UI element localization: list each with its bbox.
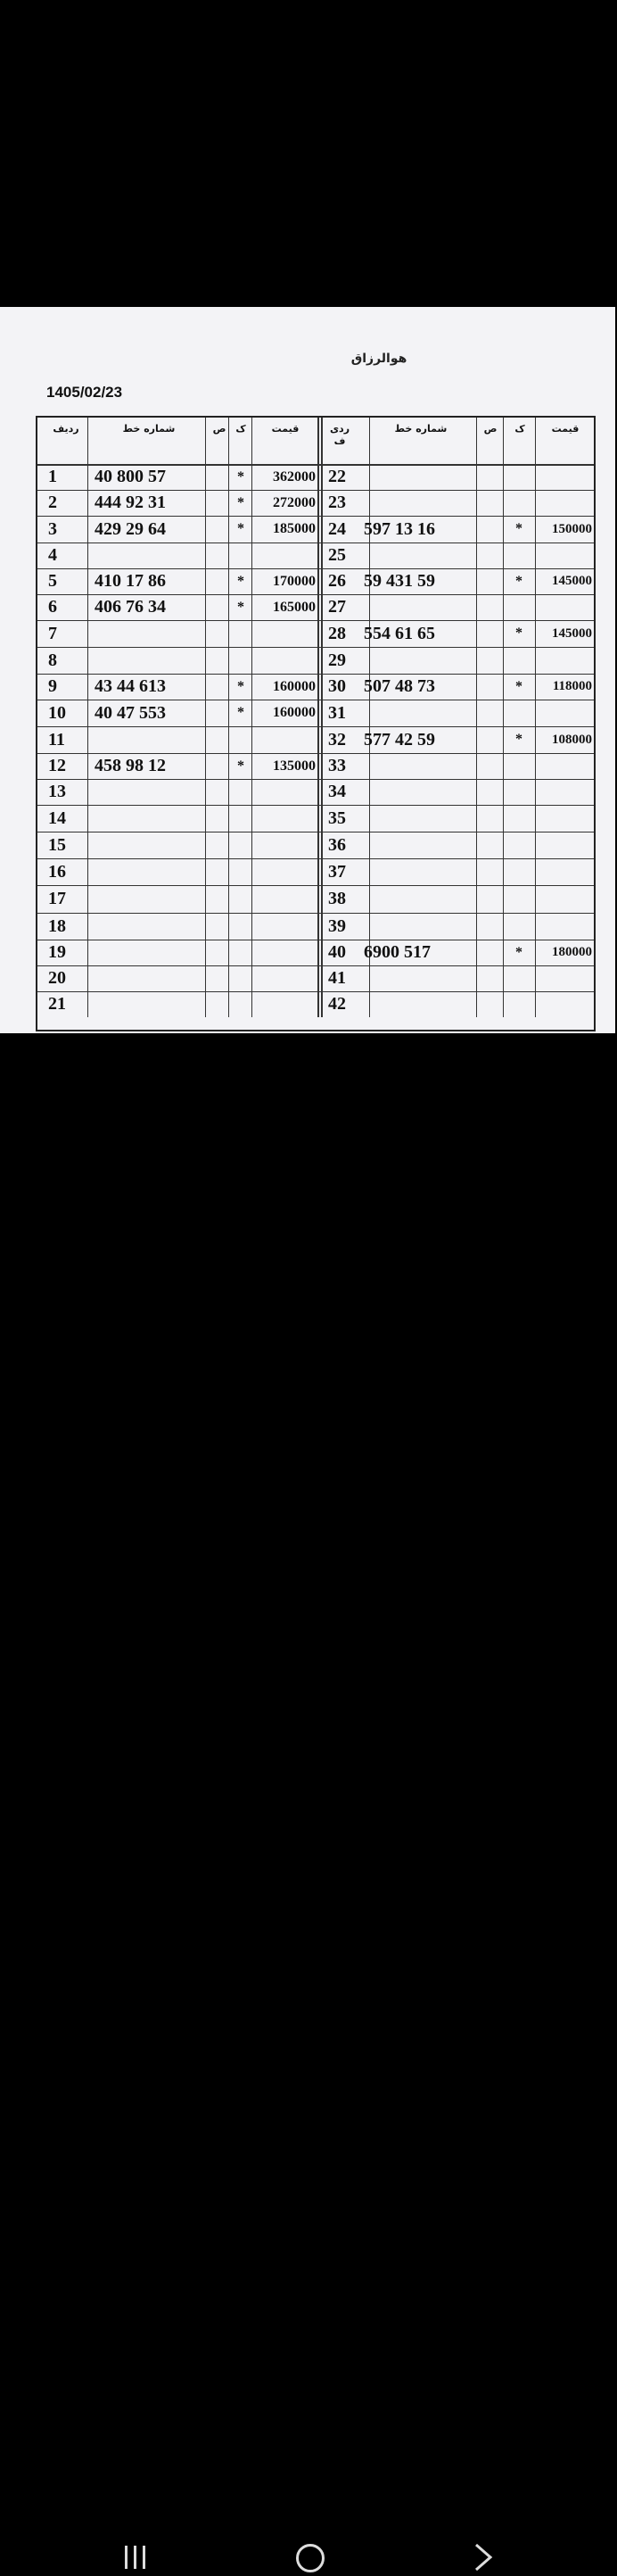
row-number: 36 xyxy=(328,835,346,855)
ks-mark-cell xyxy=(230,965,251,991)
row-number: 6 xyxy=(48,597,57,617)
line-number-cell xyxy=(95,543,203,568)
price-cell: 180000 xyxy=(552,945,592,959)
row-number: 2 xyxy=(48,493,57,512)
ks-mark-cell xyxy=(503,885,535,913)
price-cell xyxy=(537,805,592,832)
price-cell xyxy=(255,940,316,965)
line-number-cell xyxy=(362,779,474,805)
price-cell: 362000 xyxy=(273,469,316,485)
row-number: 8 xyxy=(48,650,57,670)
row-number: 35 xyxy=(328,808,346,828)
row-number: 37 xyxy=(328,862,346,882)
row-number: 7 xyxy=(48,624,57,643)
header-row-no-right-b: ف xyxy=(333,435,346,447)
row-number: 26 xyxy=(328,571,346,591)
ks-mark-cell xyxy=(503,779,535,805)
price-cell: 185000 xyxy=(273,521,316,536)
ks-mark-cell xyxy=(230,940,251,965)
line-number-cell: 59 431 59 xyxy=(364,571,435,591)
ks-mark-cell xyxy=(230,991,251,1017)
line-number-cell xyxy=(362,832,474,858)
line-number-cell xyxy=(95,940,203,965)
price-cell xyxy=(537,753,592,779)
row-number: 40 xyxy=(328,942,346,962)
document-date: 1405/02/23 xyxy=(46,384,123,401)
row-number: 9 xyxy=(48,676,57,696)
price-cell xyxy=(537,700,592,726)
column-divider xyxy=(476,418,477,1017)
header-row-no-right xyxy=(326,423,353,448)
line-number-cell: 6900 517 xyxy=(364,942,431,962)
row-number: 41 xyxy=(328,968,346,988)
price-cell xyxy=(537,885,592,913)
home-icon[interactable] xyxy=(296,2544,325,2572)
ks-mark-cell xyxy=(503,805,535,832)
column-divider xyxy=(535,418,536,1017)
ks-mark-cell: * xyxy=(237,679,244,694)
price-cell xyxy=(537,543,592,568)
price-cell xyxy=(255,647,316,674)
ks-mark-cell xyxy=(503,991,535,1017)
ks-mark-cell xyxy=(503,965,535,991)
header-row-no-right-a: ردی xyxy=(329,423,350,435)
price-cell xyxy=(255,726,316,753)
line-number-cell: 410 17 86 xyxy=(95,571,166,591)
ks-mark-cell: * xyxy=(515,625,522,641)
row-number: 22 xyxy=(328,467,346,486)
header-k: ک xyxy=(235,423,246,435)
line-number-cell: 507 48 73 xyxy=(364,676,435,696)
header-price-right: قیمت xyxy=(551,423,580,435)
row-number: 21 xyxy=(48,994,66,1014)
price-cell: 165000 xyxy=(273,600,316,615)
row-number: 34 xyxy=(328,782,346,801)
ks-mark-cell: * xyxy=(237,705,244,720)
header-s: ص xyxy=(212,423,226,435)
price-cell xyxy=(537,464,592,490)
row-number: 11 xyxy=(48,730,65,750)
line-number-cell xyxy=(362,858,474,885)
line-number-cell xyxy=(362,885,474,913)
line-number-cell: 597 13 16 xyxy=(364,519,435,539)
column-divider xyxy=(321,418,323,1017)
ks-mark-cell xyxy=(503,594,535,620)
line-number-cell: 40 800 57 xyxy=(95,467,166,486)
row-number: 3 xyxy=(48,519,57,539)
line-number-cell xyxy=(95,858,203,885)
header-price: قیمت xyxy=(271,423,300,435)
row-number: 17 xyxy=(48,889,66,908)
price-cell xyxy=(255,885,316,913)
row-number: 10 xyxy=(48,703,66,723)
price-cell: 145000 xyxy=(552,574,592,588)
line-number-cell: 577 42 59 xyxy=(364,730,435,750)
line-number-cell: 444 92 31 xyxy=(95,493,166,512)
ks-mark-cell: * xyxy=(237,521,244,536)
price-cell xyxy=(537,913,592,940)
ks-mark-cell xyxy=(230,885,251,913)
row-number: 12 xyxy=(48,756,66,775)
row-number: 27 xyxy=(328,597,346,617)
ks-mark-cell xyxy=(230,726,251,753)
line-number-cell xyxy=(362,543,474,568)
row-number: 31 xyxy=(328,703,346,723)
row-number: 18 xyxy=(48,916,66,936)
ks-mark-cell xyxy=(503,700,535,726)
ks-mark-cell xyxy=(503,647,535,674)
price-cell xyxy=(255,543,316,568)
line-number-cell xyxy=(95,991,203,1017)
row-number: 15 xyxy=(48,835,66,855)
column-divider xyxy=(251,418,252,1017)
row-number: 4 xyxy=(48,545,57,565)
ks-mark-cell xyxy=(503,913,535,940)
row-number: 29 xyxy=(328,650,346,670)
ks-mark-cell xyxy=(503,832,535,858)
row-number: 16 xyxy=(48,862,66,882)
price-cell xyxy=(255,805,316,832)
price-cell: 160000 xyxy=(273,679,316,694)
line-number-cell xyxy=(95,726,203,753)
row-number: 32 xyxy=(328,730,346,750)
line-number-cell xyxy=(95,647,203,674)
row-number: 30 xyxy=(328,676,346,696)
line-number-cell xyxy=(95,620,203,647)
price-cell: 118000 xyxy=(552,679,592,693)
ks-mark-cell xyxy=(503,490,535,516)
ks-mark-cell xyxy=(230,832,251,858)
price-cell xyxy=(255,858,316,885)
line-number-cell xyxy=(362,805,474,832)
price-cell: 170000 xyxy=(273,574,316,589)
line-number-cell: 406 76 34 xyxy=(95,597,166,617)
price-cell xyxy=(255,913,316,940)
ks-mark-cell xyxy=(503,858,535,885)
row-number: 42 xyxy=(328,994,346,1014)
ks-mark-cell: * xyxy=(515,945,522,960)
line-number-cell xyxy=(362,464,474,490)
ks-mark-cell: * xyxy=(515,679,522,694)
column-divider xyxy=(205,418,206,1017)
price-cell xyxy=(537,779,592,805)
line-number-cell xyxy=(362,991,474,1017)
row-number: 14 xyxy=(48,808,66,828)
ks-mark-cell: * xyxy=(515,732,522,747)
price-cell: 145000 xyxy=(552,626,592,641)
ks-mark-cell xyxy=(503,753,535,779)
document-heading: هوالرزاق xyxy=(350,352,407,366)
line-number-cell xyxy=(95,805,203,832)
phone-line-price-table xyxy=(36,416,596,1031)
price-cell xyxy=(255,965,316,991)
price-cell xyxy=(255,620,316,647)
line-number-cell xyxy=(362,490,474,516)
header-line-number-right: شماره خط xyxy=(394,423,448,435)
header-line-number: شماره خط xyxy=(122,423,176,435)
price-cell xyxy=(537,647,592,674)
header-row-no: ردیف xyxy=(53,423,79,435)
ks-mark-cell: * xyxy=(237,469,244,485)
line-number-cell: 429 29 64 xyxy=(95,519,166,539)
ks-mark-cell xyxy=(230,913,251,940)
price-cell xyxy=(537,991,592,1017)
ks-mark-cell: * xyxy=(237,495,244,510)
line-number-cell xyxy=(95,832,203,858)
price-cell: 272000 xyxy=(273,495,316,510)
ks-mark-cell: * xyxy=(515,574,522,589)
row-number: 1 xyxy=(48,467,57,486)
ks-mark-cell xyxy=(503,543,535,568)
ks-mark-cell: * xyxy=(237,758,244,774)
ks-mark-cell xyxy=(230,647,251,674)
price-cell xyxy=(537,832,592,858)
price-cell xyxy=(255,991,316,1017)
row-number: 13 xyxy=(48,782,66,801)
price-cell xyxy=(537,858,592,885)
ks-mark-cell xyxy=(230,543,251,568)
price-cell xyxy=(537,965,592,991)
ks-mark-cell xyxy=(503,464,535,490)
line-number-cell: 40 47 553 xyxy=(95,703,166,723)
price-cell: 135000 xyxy=(273,758,316,774)
ks-mark-cell: * xyxy=(515,521,522,536)
line-number-cell: 458 98 12 xyxy=(95,756,166,775)
price-cell xyxy=(537,594,592,620)
row-number: 20 xyxy=(48,968,66,988)
line-number-cell: 43 44 613 xyxy=(95,676,166,696)
column-divider xyxy=(87,418,88,1017)
price-cell: 150000 xyxy=(552,522,592,536)
ks-mark-cell xyxy=(230,858,251,885)
price-cell xyxy=(255,832,316,858)
line-number-cell xyxy=(362,913,474,940)
ks-mark-cell xyxy=(230,620,251,647)
header-s-right: ص xyxy=(483,423,498,435)
price-cell: 108000 xyxy=(552,733,592,747)
row-number: 33 xyxy=(328,756,346,775)
row-number: 28 xyxy=(328,624,346,643)
column-divider xyxy=(228,418,229,1017)
column-divider xyxy=(317,418,319,1017)
ks-mark-cell xyxy=(230,779,251,805)
row-number: 39 xyxy=(328,916,346,936)
ks-mark-cell: * xyxy=(237,574,244,589)
price-cell: 160000 xyxy=(273,705,316,720)
line-number-cell xyxy=(362,594,474,620)
line-number-cell xyxy=(362,753,474,779)
price-cell xyxy=(537,490,592,516)
line-number-cell xyxy=(362,700,474,726)
row-number: 5 xyxy=(48,571,57,591)
header-k-right: ک xyxy=(514,423,525,435)
ks-mark-cell xyxy=(230,805,251,832)
line-number-cell xyxy=(362,965,474,991)
row-number: 25 xyxy=(328,545,346,565)
android-navigation-bar xyxy=(0,1258,617,1338)
row-number: 38 xyxy=(328,889,346,908)
line-number-cell xyxy=(95,965,203,991)
line-number-cell: 554 61 65 xyxy=(364,624,435,643)
row-number: 24 xyxy=(328,519,346,539)
line-number-cell xyxy=(95,779,203,805)
line-number-cell xyxy=(95,885,203,913)
price-cell xyxy=(255,779,316,805)
line-number-cell xyxy=(362,647,474,674)
ks-mark-cell: * xyxy=(237,600,244,615)
row-number: 23 xyxy=(328,493,346,512)
back-icon[interactable] xyxy=(471,2543,498,2572)
row-number: 19 xyxy=(48,942,66,962)
recent-apps-icon[interactable] xyxy=(123,2546,150,2569)
line-number-cell xyxy=(95,913,203,940)
